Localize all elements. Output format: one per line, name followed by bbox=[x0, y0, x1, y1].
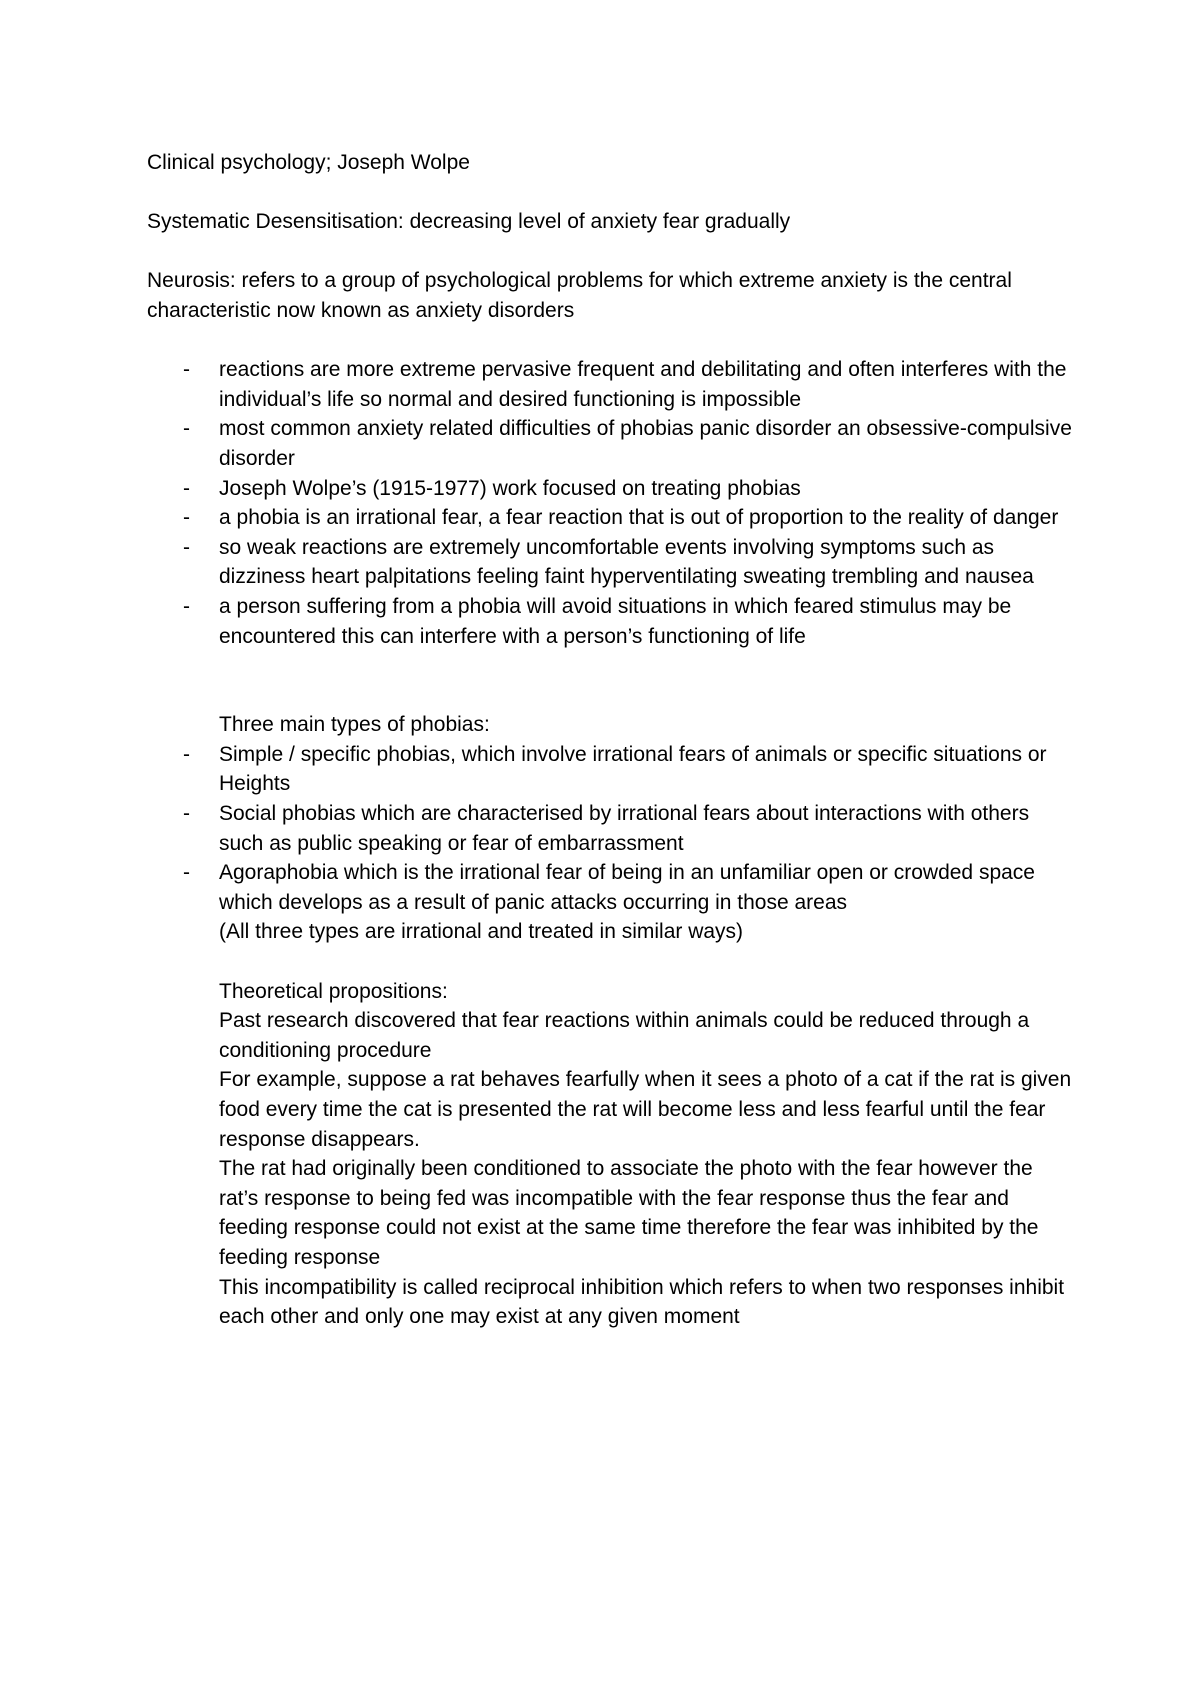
list-item bbox=[147, 533, 1077, 592]
systematic-desensitisation-definition: Systematic Desensitisation: decreasing level of anxiety fear gradually bbox=[147, 210, 791, 234]
spacer bbox=[147, 326, 1077, 356]
list-item bbox=[147, 474, 1077, 504]
phobia-types-note: (All three types are irrational and treated in similar ways) bbox=[219, 920, 744, 944]
list-item-text: reactions are more extreme pervasive frequent and debilitating and often interferes with the individual’s life so normal and desired functioning is impossible bbox=[219, 358, 1067, 411]
dash-bullet: - bbox=[183, 417, 190, 441]
dash-bullet: - bbox=[183, 476, 190, 500]
spacer bbox=[147, 651, 1077, 710]
proposition-paragraph: For example, suppose a rat behaves fearfully when it sees a photo of a cat if the rat is given food every time the cat is presented the rat will become less and less fearful until the fear response disappears. bbox=[219, 1068, 1072, 1151]
document-title: Clinical psychology; Joseph Wolpe bbox=[147, 151, 470, 174]
phobia-types-list bbox=[147, 740, 1077, 918]
neurosis-points-list bbox=[147, 355, 1077, 651]
dash-bullet: - bbox=[183, 802, 190, 826]
list-item bbox=[147, 414, 1077, 473]
list-item-text: Social phobias which are characterised by irrational fears about interactions with others such as public speaking or fear of embarrassment bbox=[219, 802, 1030, 855]
propositions-heading: Theoretical propositions: bbox=[219, 979, 448, 1003]
proposition-paragraph: The rat had originally been conditioned to associate the photo with the fear however the rat’s response to being fed was incompatible with the fear response thus the fear and feeding response could not exist at the same time therefore the fear was inhibited by the feeding response bbox=[219, 1157, 1039, 1269]
spacer bbox=[147, 237, 1077, 267]
proposition-paragraph: Past research discovered that fear reactions within animals could be reduced through a conditioning procedure bbox=[219, 1009, 1030, 1062]
list-item bbox=[147, 799, 1077, 858]
list-item bbox=[147, 503, 1077, 533]
list-item-text: a phobia is an irrational fear, a fear reaction that is out of proportion to the reality of danger bbox=[219, 506, 1059, 530]
phobia-types-heading: Three main types of phobias: bbox=[219, 713, 490, 737]
list-item-text: Simple / specific phobias, which involve irrational fears of animals or specific situations or Heights bbox=[219, 742, 1047, 796]
neurosis-definition: Neurosis: refers to a group of psychological problems for which extreme anxiety is the central characteristic now known as anxiety disorders bbox=[147, 269, 1012, 322]
list-item bbox=[147, 355, 1077, 414]
list-item-text: Joseph Wolpe’s (1915-1977) work focused on treating phobias bbox=[219, 476, 801, 500]
list-item-text: most common anxiety related difficulties of phobias panic disorder an obsessive-compulsive disorder bbox=[219, 417, 1072, 470]
dash-bullet: - bbox=[183, 742, 190, 766]
spacer bbox=[147, 947, 1077, 977]
list-item-text: a person suffering from a phobia will avoid situations in which feared stimulus may be encountered this can interfere with a person’s functioning of life bbox=[219, 594, 1012, 648]
list-item-text: Agoraphobia which is the irrational fear of being in an unfamiliar open or crowded space which develops as a result of panic attacks occurring in those areas bbox=[219, 861, 1035, 914]
spacer bbox=[147, 178, 1077, 208]
dash-bullet: - bbox=[183, 358, 190, 382]
list-item-text: so weak reactions are extremely uncomfortable events involving symptoms such as dizziness heart palpitations feeling faint hyperventilating sweating trembling and nausea bbox=[219, 535, 1034, 589]
list-item bbox=[147, 592, 1077, 651]
dash-bullet: - bbox=[183, 506, 190, 530]
list-item bbox=[147, 740, 1077, 799]
dash-bullet: - bbox=[183, 535, 190, 559]
dash-bullet: - bbox=[183, 594, 190, 618]
document-body bbox=[147, 148, 1077, 1332]
dash-bullet: - bbox=[183, 861, 190, 885]
proposition-paragraph: This incompatibility is called reciprocal inhibition which refers to when two responses inhibit each other and only one may exist at any given moment bbox=[219, 1275, 1065, 1329]
list-item bbox=[147, 858, 1077, 917]
